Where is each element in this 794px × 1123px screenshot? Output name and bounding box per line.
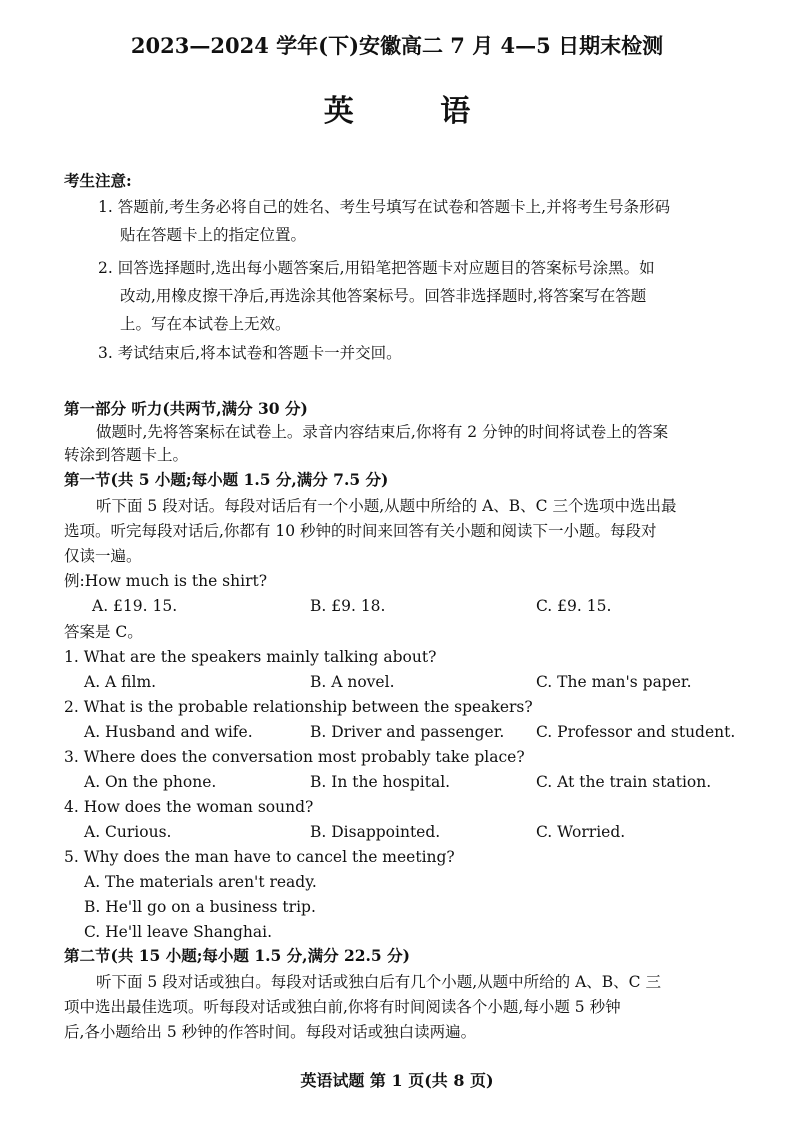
question-3-option-c: C. At the train station. [536, 773, 712, 791]
section2-instruction: 项中选出最佳选项。听每段对话或独白前,你将有时间阅读各个小题,每小题 5 秒钟 [64, 998, 621, 1016]
question-1-option-a: A. A film. [84, 673, 157, 691]
question-2-option-c: C. Professor and student. [536, 723, 736, 741]
notice-item: 贴在答题卡上的指定位置。 [120, 226, 307, 244]
question-3-option-b: B. In the hospital. [310, 773, 451, 791]
question-2: 2. What is the probable relationship between the speakers? [64, 698, 533, 716]
example-option-b: B. £9. 18. [310, 597, 386, 615]
section1-instruction: 仅读一遍。 [64, 547, 142, 565]
question-1-option-b: B. A novel. [310, 673, 395, 691]
question-4-option-b: B. Disappointed. [310, 823, 441, 841]
question-2-option-b: B. Driver and passenger. [310, 723, 505, 741]
section2-instruction: 后,各小题给出 5 秒钟的作答时间。每段对话或独白读两遍。 [64, 1023, 477, 1041]
part1-intro: 转涂到答题卡上。 [64, 446, 189, 464]
question-5-option-c: C. He'll leave Shanghai. [84, 923, 273, 941]
question-4-option-a: A. Curious. [84, 823, 172, 841]
question-5-option-a: A. The materials aren't ready. [84, 873, 317, 891]
subject-title: 英 语 [323, 94, 509, 129]
notice-heading: 考生注意: [64, 171, 132, 190]
exam-title: 2023—2024 学年(下)安徽高二 7 月 4—5 日期末检测 [130, 33, 664, 58]
question-2-option-a: A. Husband and wife. [84, 723, 253, 741]
example-option-c: C. £9. 15. [536, 597, 612, 615]
section2-instruction: 听下面 5 段对话或独白。每段对话或独白后有几个小题,从题中所给的 A、B、C 三 [96, 973, 661, 991]
question-1: 1. What are the speakers mainly talking about? [64, 648, 437, 666]
notice-item: 上。写在本试卷上无效。 [120, 315, 291, 333]
example-answer: 答案是 C。 [64, 623, 143, 641]
question-1-option-c: C. The man's paper. [536, 673, 692, 691]
question-3: 3. Where does the conversation most probably take place? [64, 748, 525, 766]
notice-item: 3. 考试结束后,将本试卷和答题卡一并交回。 [98, 344, 402, 362]
part1-intro: 做题时,先将答案标在试卷上。录音内容结束后,你将有 2 分钟的时间将试卷上的答案 [96, 423, 669, 441]
notice-item: 1. 答题前,考生务必将自己的姓名、考生号填写在试卷和答题卡上,并将考生号条形码 [98, 198, 671, 216]
section1-heading: 第一节(共 5 小题;每小题 1.5 分,满分 7.5 分) [64, 470, 389, 489]
notice-item: 2. 回答选择题时,选出每小题答案后,用铅笔把答题卡对应题目的答案标号涂黑。如 [98, 259, 655, 277]
notice-item: 改动,用橡皮擦干净后,再选涂其他答案标号。回答非选择题时,将答案写在答题 [120, 287, 647, 305]
question-4: 4. How does the woman sound? [64, 798, 314, 816]
example-option-a: A. £19. 15. [92, 597, 178, 615]
example-question: 例:How much is the shirt? [64, 572, 268, 590]
question-5-option-b: B. He'll go on a business trip. [84, 898, 316, 916]
part1-heading: 第一部分 听力(共两节,满分 30 分) [64, 399, 308, 418]
section1-instruction: 选项。听完每段对话后,你都有 10 秒钟的时间来回答有关小题和阅读下一小题。每段对 [64, 522, 657, 540]
section2-heading: 第二节(共 15 小题;每小题 1.5 分,满分 22.5 分) [64, 946, 410, 965]
question-3-option-a: A. On the phone. [84, 773, 217, 791]
page-footer: 英语试题 第 1 页(共 8 页) [300, 1071, 494, 1090]
section1-instruction: 听下面 5 段对话。每段对话后有一个小题,从题中所给的 A、B、C 三个选项中选出最 [96, 497, 677, 515]
question-4-option-c: C. Worried. [536, 823, 626, 841]
question-5: 5. Why does the man have to cancel the meeting? [64, 848, 455, 866]
